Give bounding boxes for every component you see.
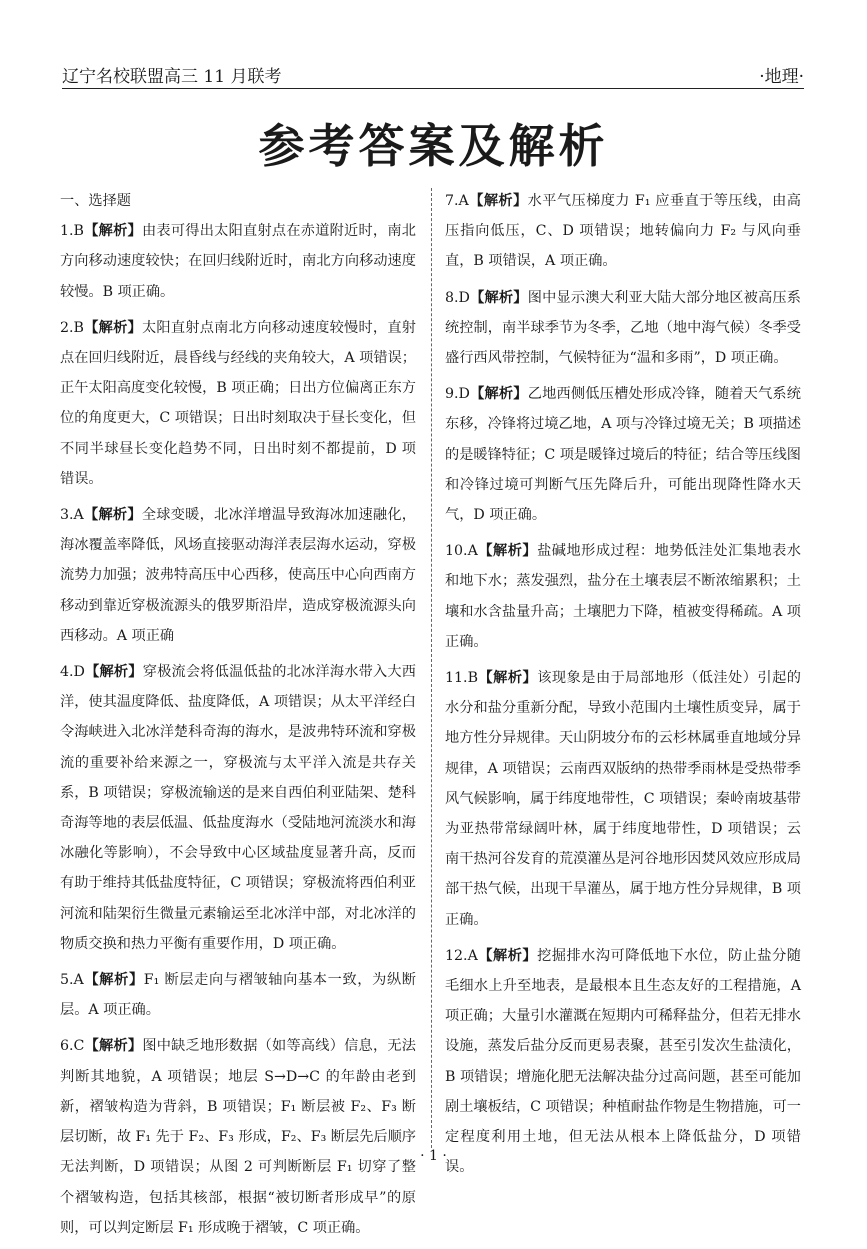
section-heading: 一、选择题 — [60, 193, 131, 209]
column-divider — [431, 188, 432, 1148]
answer-number: 5.A — [60, 972, 84, 989]
answer-text: 太阳直射点南北方向移动速度较慢时，直射点在回归线附近，晨昏线与经线的夹角较大，A 项错误；正午太阳高度变化较慢，B 项正确；日出方位偏离正东方位的角度更大，C 项错误；日出时刻取决于昼长变化，但不同半球昼长变化趋势不同，日出时刻不都提前，D 项错误。 — [60, 319, 416, 487]
answer-item-4 — [60, 657, 416, 959]
answer-item-3 — [60, 500, 416, 651]
answer-item-6 — [60, 1031, 416, 1242]
answer-item-10 — [445, 536, 801, 657]
answer-number: 6.C — [60, 1038, 85, 1055]
analysis-tag: 【解析】 — [83, 507, 142, 524]
analysis-tag: 【解析】 — [477, 947, 538, 964]
answer-number: 2.B — [60, 319, 84, 336]
answer-text: 图中缺乏地形数据（如等高线）信息，无法判断其地貌，A 项错误；地层 S→D→C 的年龄由老到新，褶皱构造为背斜，B 项错误；F₁ 断层被 F₂、F₃ 断层切断，故 F₁ 先于 F₂、F₃ 形成，F₂、F₃ 断层先后顺序无法判断，D 项错误；从图 2 可判断断层 F₁ 切穿了整个褶皱构造，包括其核部，根据“被切断者形成早”的原则，可以判定断层 F₁ 形成晚于褶皱，C 项正确。 — [60, 1038, 416, 1236]
answer-item-1 — [60, 216, 416, 307]
answer-text: 水平气压梯度力 F₁ 应垂直于等压线，由高压指向低压，C、D 项错误；地转偏向力 F₂ 与风向垂直，B 项错误，A 项正确。 — [445, 193, 801, 270]
answer-number: 10.A — [445, 543, 478, 560]
answer-number: 7.A — [445, 193, 469, 209]
answer-number: 4.D — [60, 664, 85, 681]
answer-number: 12.A — [445, 947, 478, 964]
answer-item-11 — [445, 663, 801, 935]
answer-item-8 — [445, 283, 801, 374]
right-column — [445, 186, 801, 1189]
answer-text: 盐碱地形成过程：地势低洼处汇集地表水和地下水；蒸发强烈，盐分在土壤表层不断浓缩累积；土壤和水含盐量升高；土壤肥力下降，植被变得稀疏。A 项正确。 — [445, 543, 801, 650]
analysis-tag: 【解析】 — [478, 670, 538, 687]
left-column — [60, 186, 416, 1249]
page-header — [62, 58, 804, 89]
analysis-tag: 【解析】 — [83, 972, 144, 989]
document-title: 参考答案及解析 — [258, 119, 609, 173]
answer-text: 该现象是由于局部地形（低洼处）引起的水分和盐分重新分配，导致小范围内土壤性质变异，属于地方性分异规律。天山阴坡分布的云杉林属垂直地域分异规律，A 项错误；云南西双版纳的热带季雨林是受热带季风气候影响，属于纬度地带性，C 项错误；秦岭南坡基带为亚热带常绿阔叶林，属于纬度地带性，D 项错误；云南干热河谷发育的荒漠灌丛是河谷地形因焚风效应形成局部干热气候，出现干旱灌丛，属于地方性分异规律，B 项正确。 — [445, 670, 801, 928]
analysis-tag: 【解析】 — [468, 193, 528, 209]
answer-item-12 — [445, 941, 801, 1183]
exam-title: 辽宁名校联盟高三 11 月联考 — [62, 67, 282, 87]
answer-number: 11.B — [445, 670, 478, 687]
answer-number: 1.B — [60, 223, 84, 240]
analysis-tag: 【解析】 — [477, 543, 538, 560]
answer-number: 3.A — [60, 507, 84, 524]
analysis-tag: 【解析】 — [469, 289, 528, 306]
analysis-tag: 【解析】 — [83, 223, 142, 240]
page-number: · 1 · — [420, 1148, 447, 1164]
answer-text: 乙地西侧低压槽处形成冷锋，随着天气系统东移，冷锋将过境乙地，A 项与冷锋过境无关；B 项描述的是暖锋特征；C 项是暖锋过境后的特征；结合等压线图和冷锋过境可判断气压先降后升，可能出现降性降水天气，D 项正确。 — [445, 386, 802, 524]
analysis-tag: 【解析】 — [469, 386, 528, 403]
answer-item-5 — [60, 965, 416, 1025]
subject-label: ·地理· — [759, 67, 804, 87]
analysis-tag: 【解析】 — [84, 1038, 143, 1055]
answer-number: 9.D — [445, 386, 470, 403]
answer-text: 挖掘排水沟可降低地下水位，防止盐分随毛细水上升至地表，是最根本且生态友好的工程措施，A 项正确；大量引水灌溉在短期内可稀释盐分，但若无排水设施，蒸发后盐分反而更易表聚，甚至引发次生盐渍化，B 项错误；增施化肥无法解决盐分过高问题，甚至可能加剧土壤板结，C 项错误；种植耐盐作物是生物措施，可一定程度利用土地，但无法从根本上降低盐分，D 项错误。 — [445, 947, 801, 1176]
analysis-tag: 【解析】 — [83, 319, 142, 336]
answer-text: 穿极流会将低温低盐的北冰洋海水带入大西洋，使其温度降低、盐度降低，A 项错误；从太平洋经白令海峡进入北冰洋楚科奇海的海水，是波弗特环流和穿极流的重要补给来源之一，穿极流与太平洋入流是共存关系，B 项错误；穿极流输送的是来自西伯利亚陆架、楚科奇海等地的表层低温、低盐度海水（受陆地河流淡水和海冰融化等影响），不会导致中心区域盐度显著升高，反而有助于维持其低盐度特征，C 项错误；穿极流将西伯利亚河流和陆架衍生微量元素输运至北冰洋中部，对北冰洋的物质交换和热力平衡有重要作用，D 项正确。 — [60, 664, 416, 952]
answer-item-2 — [60, 313, 416, 494]
answer-number: 8.D — [445, 289, 470, 306]
answer-item-7 — [445, 186, 801, 277]
answer-text: 由表可得出太阳直射点在赤道附近时，南北方向移动速度较快；在回归线附近时，南北方向移动速度较慢。B 项正确。 — [60, 223, 416, 300]
answer-text: 全球变暖，北冰洋增温导致海冰加速融化，海冰覆盖率降低，风场直接驱动海洋表层海水运动，穿极流势力加强；波弗特高压中心西移，使高压中心向西南方移动到靠近穿极流源头的俄罗斯沿岸，造成穿极流源头向西移动。A 项正确 — [60, 507, 416, 644]
analysis-tag: 【解析】 — [84, 664, 143, 681]
answer-item-9 — [445, 379, 801, 530]
answer-text: 图中显示澳大利亚大陆大部分地区被高压系统控制，南半球季节为冬季，乙地（地中海气候）冬季受盛行西风带控制，气候特征为“温和多雨”，D 项正确。 — [445, 289, 801, 367]
answer-text: F₁ 断层走向与褶皱轴向基本一致，为纵断层。A 项正确。 — [60, 972, 416, 1019]
